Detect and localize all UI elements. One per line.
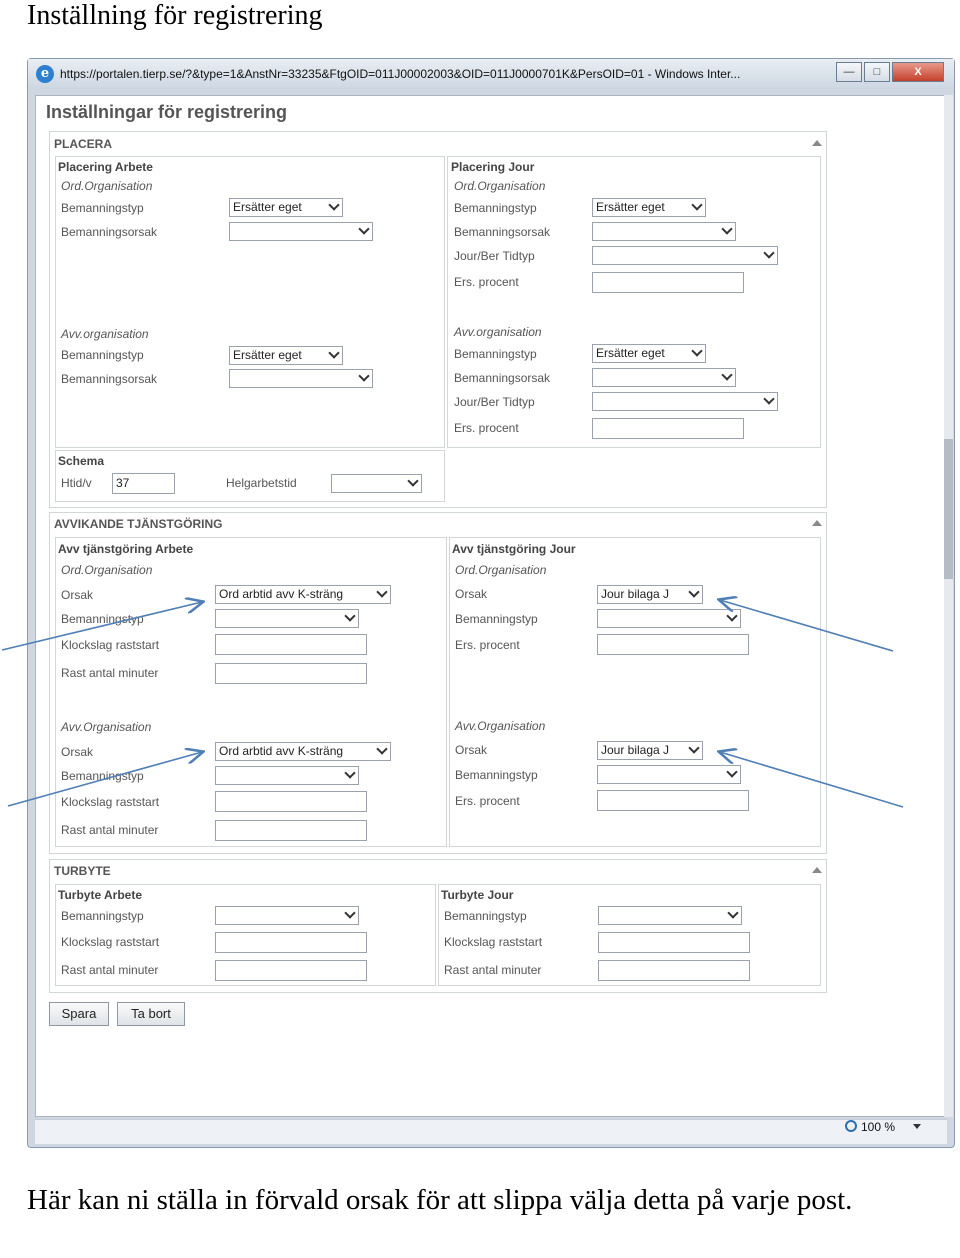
- section-title-turbyte: TURBYTE: [54, 864, 111, 878]
- label-rast-antal-minuter: Rast antal minuter: [61, 823, 159, 837]
- label-bemanningsorsak: Bemanningsorsak: [61, 372, 158, 386]
- subtitle-ord-organisation: Ord.Organisation: [454, 179, 546, 193]
- box-title-schema: Schema: [58, 454, 105, 468]
- label-ers-procent: Ers. procent: [455, 638, 520, 652]
- label-klockslag-raststart: Klockslag raststart: [61, 795, 160, 809]
- label-jour-ber-tidtyp: Jour/Ber Tidtyp: [454, 249, 535, 263]
- label-orsak: Orsak: [455, 743, 488, 757]
- select-value: Ersätter eget: [596, 346, 665, 360]
- subtitle-avv-organisation: Avv.organisation: [454, 325, 542, 339]
- window-title: https://portalen.tierp.se/?&type=1&AnstNr=33235&FtgOID=011J00002003&OID=011J0000701K&PersOID=01 - Windows Inter...: [60, 67, 741, 81]
- label-bemanningstyp: Bemanningstyp: [61, 909, 144, 923]
- select-value: Ersätter eget: [233, 200, 302, 214]
- label-bemanningstyp: Bemanningstyp: [444, 909, 527, 923]
- select-value: Jour bilaga J: [601, 587, 670, 601]
- maximize-button[interactable]: □: [864, 62, 890, 82]
- label-bemanningstyp: Bemanningstyp: [454, 347, 537, 361]
- zoom-level[interactable]: 100 %: [861, 1120, 896, 1134]
- label-orsak: Orsak: [455, 587, 488, 601]
- section-title-avvikande: AVVIKANDE TJÄNSTGÖRING: [54, 517, 223, 531]
- label-rast-antal-minuter: Rast antal minuter: [61, 963, 159, 977]
- minimize-button[interactable]: —: [836, 62, 862, 82]
- page-title: Inställningar för registrering: [46, 102, 288, 122]
- label-klockslag-raststart: Klockslag raststart: [444, 935, 543, 949]
- label-helgarbetstid: Helgarbetstid: [226, 476, 297, 490]
- select-value: Ord arbtid avv K-sträng: [219, 587, 344, 601]
- document-caption: Här kan ni ställa in förvald orsak för att slippa välja detta på varje post.: [27, 1184, 853, 1216]
- subtitle-avv-organisation: Avv.organisation: [61, 327, 149, 341]
- arrow-jour-ord: [720, 600, 893, 651]
- arrow-arbete-ord: [2, 602, 202, 650]
- label-bemanningstyp: Bemanningstyp: [61, 612, 144, 626]
- select-value: Ersätter eget: [233, 348, 302, 362]
- label-bemanningsorsak: Bemanningsorsak: [454, 371, 551, 385]
- box-title-avv-arbete: Avv tjänstgöring Arbete: [58, 542, 194, 556]
- close-button[interactable]: X: [892, 62, 944, 82]
- label-htid: Htid/v: [61, 476, 92, 490]
- select-value: Ord arbtid avv K-sträng: [219, 744, 344, 758]
- delete-button[interactable]: Ta bort: [117, 1002, 185, 1026]
- label-bemanningsorsak: Bemanningsorsak: [454, 225, 551, 239]
- select-value: Ersätter eget: [596, 200, 665, 214]
- label-rast-antal-minuter: Rast antal minuter: [444, 963, 542, 977]
- box-title-placering-arbete: Placering Arbete: [58, 160, 153, 174]
- label-ers-procent: Ers. procent: [454, 421, 519, 435]
- internet-explorer-icon: e: [36, 65, 54, 83]
- label-orsak: Orsak: [61, 588, 94, 602]
- label-bemanningstyp: Bemanningstyp: [61, 348, 144, 362]
- box-title-turbyte-arbete: Turbyte Arbete: [58, 888, 143, 902]
- input-htid[interactable]: 37: [112, 473, 175, 494]
- document-heading: Inställning för registrering: [27, 0, 323, 31]
- subtitle-ord-organisation: Ord.Organisation: [455, 563, 547, 577]
- label-bemanningstyp: Bemanningstyp: [61, 201, 144, 215]
- arrow-jour-avv: [720, 752, 903, 807]
- label-bemanningstyp: Bemanningstyp: [455, 612, 538, 626]
- subtitle-avv-organisation: Avv.Organisation: [455, 719, 546, 733]
- subtitle-ord-organisation: Ord.Organisation: [61, 179, 153, 193]
- save-button[interactable]: Spara: [49, 1002, 109, 1026]
- section-title-placera: PLACERA: [54, 137, 113, 151]
- label-jour-ber-tidtyp: Jour/Ber Tidtyp: [454, 395, 535, 409]
- box-title-turbyte-jour: Turbyte Jour: [441, 888, 514, 902]
- label-orsak: Orsak: [61, 745, 94, 759]
- subtitle-ord-organisation: Ord.Organisation: [61, 563, 153, 577]
- label-klockslag-raststart: Klockslag raststart: [61, 935, 160, 949]
- label-ers-procent: Ers. procent: [454, 275, 519, 289]
- label-bemanningstyp: Bemanningstyp: [61, 769, 144, 783]
- arrow-arbete-avv: [8, 752, 202, 806]
- box-title-placering-jour: Placering Jour: [451, 160, 535, 174]
- subtitle-avv-organisation: Avv.Organisation: [61, 720, 152, 734]
- label-bemanningsorsak: Bemanningsorsak: [61, 225, 158, 239]
- select-value: Jour bilaga J: [601, 743, 670, 757]
- label-bemanningstyp: Bemanningstyp: [455, 768, 538, 782]
- label-ers-procent: Ers. procent: [455, 794, 520, 808]
- box-title-avv-jour: Avv tjänstgöring Jour: [452, 542, 576, 556]
- label-klockslag-raststart: Klockslag raststart: [61, 638, 160, 652]
- label-bemanningstyp: Bemanningstyp: [454, 201, 537, 215]
- label-rast-antal-minuter: Rast antal minuter: [61, 666, 159, 680]
